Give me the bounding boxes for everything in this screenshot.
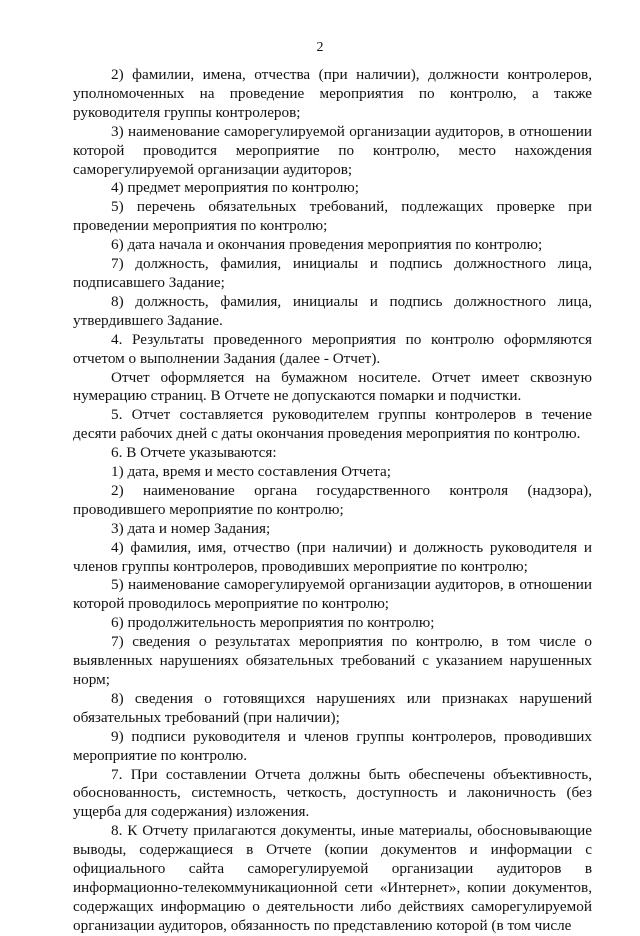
paragraph-21: 7. При составлении Отчета должны быть обеспечены объективность, обоснованность, системность, четкость, доступность и лаконичность (без ущерба для содержания) изложения. — [73, 765, 592, 821]
paragraph-15: 4) фамилия, имя, отчество (при наличии) и должность руководителя и членов группы контролеров, проводивших мероприятие по контролю; — [73, 538, 592, 575]
paragraph-17: 6) продолжительность мероприятия по контролю; — [111, 614, 435, 632]
paragraph-18: 7) сведения о результатах мероприятия по контролю, в том числе о выявленных нарушениях обязательных требований с указанием нарушенных норм; — [73, 633, 592, 688]
paragraph-8: 4. Результаты проведенного мероприятия по контролю оформляются отчетом о выполнении Задания (далее - Отчет). — [73, 330, 592, 367]
page-number: 2 — [316, 40, 324, 55]
paragraph-4: 5) перечень обязательных требований, подлежащих проверке при проведении мероприятия по контролю; — [73, 198, 592, 235]
document-body — [73, 66, 592, 936]
paragraph-13: 2) наименование органа государственного контроля (надзора), проводившего мероприятие по контролю; — [73, 481, 592, 518]
paragraph-1: 2) фамилии, имена, отчества (при наличии), должности контролеров, уполномоченных на проведение мероприятия по контролю, а также руководителя группы контролеров; — [73, 66, 592, 121]
paragraph-16: 5) наименование саморегулируемой организации аудиторов, в отношении которой проводилось мероприятие по контролю; — [73, 576, 592, 613]
paragraph-3: 4) предмет мероприятия по контролю; — [111, 179, 359, 197]
paragraph-12: 1) дата, время и место составления Отчета; — [111, 463, 391, 481]
paragraph-19: 8) сведения о готовящихся нарушениях или признаках нарушений обязательных требований (при наличии); — [73, 689, 592, 726]
paragraph-10: 5. Отчет составляется руководителем группы контролеров в течение десяти рабочих дней с даты окончания проведения мероприятия по контролю. — [73, 406, 592, 443]
paragraph-20: 9) подписи руководителя и членов группы контролеров, проводивших мероприятие по контролю. — [73, 727, 592, 764]
paragraph-14: 3) дата и номер Задания; — [111, 519, 271, 537]
paragraph-22: 8. К Отчету прилагаются документы, иные материалы, обосновывающие выводы, содержащиеся в Отчете (копии документов и информации с официального сайта саморегулируемой организации аудиторов в информационно-телекоммуникационной сети «Интернет», копии документов, содержащих информацию о деятельности либо действиях саморегулируемой организации аудиторов, обязанность по представлению которой (в том числе — [73, 822, 592, 934]
paragraph-2: 3) наименование саморегулируемой организации аудиторов, в отношении которой проводится мероприятие по контролю, место нахождения саморегулируемой организации аудиторов; — [73, 122, 592, 178]
paragraph-6: 7) должность, фамилия, инициалы и подпись должностного лица, подписавшего Задание; — [73, 255, 592, 291]
paragraph-11: 6. В Отчете указываются: — [111, 444, 277, 462]
paragraph-9: Отчет оформляется на бумажном носителе. Отчет имеет сквозную нумерацию страниц. В Отчете не допускаются помарки и подчистки. — [73, 368, 592, 405]
paragraph-5: 6) дата начала и окончания проведения мероприятия по контролю; — [111, 236, 543, 254]
paragraph-7: 8) должность, фамилия, инициалы и подпись должностного лица, утвердившего Задание. — [73, 292, 592, 329]
